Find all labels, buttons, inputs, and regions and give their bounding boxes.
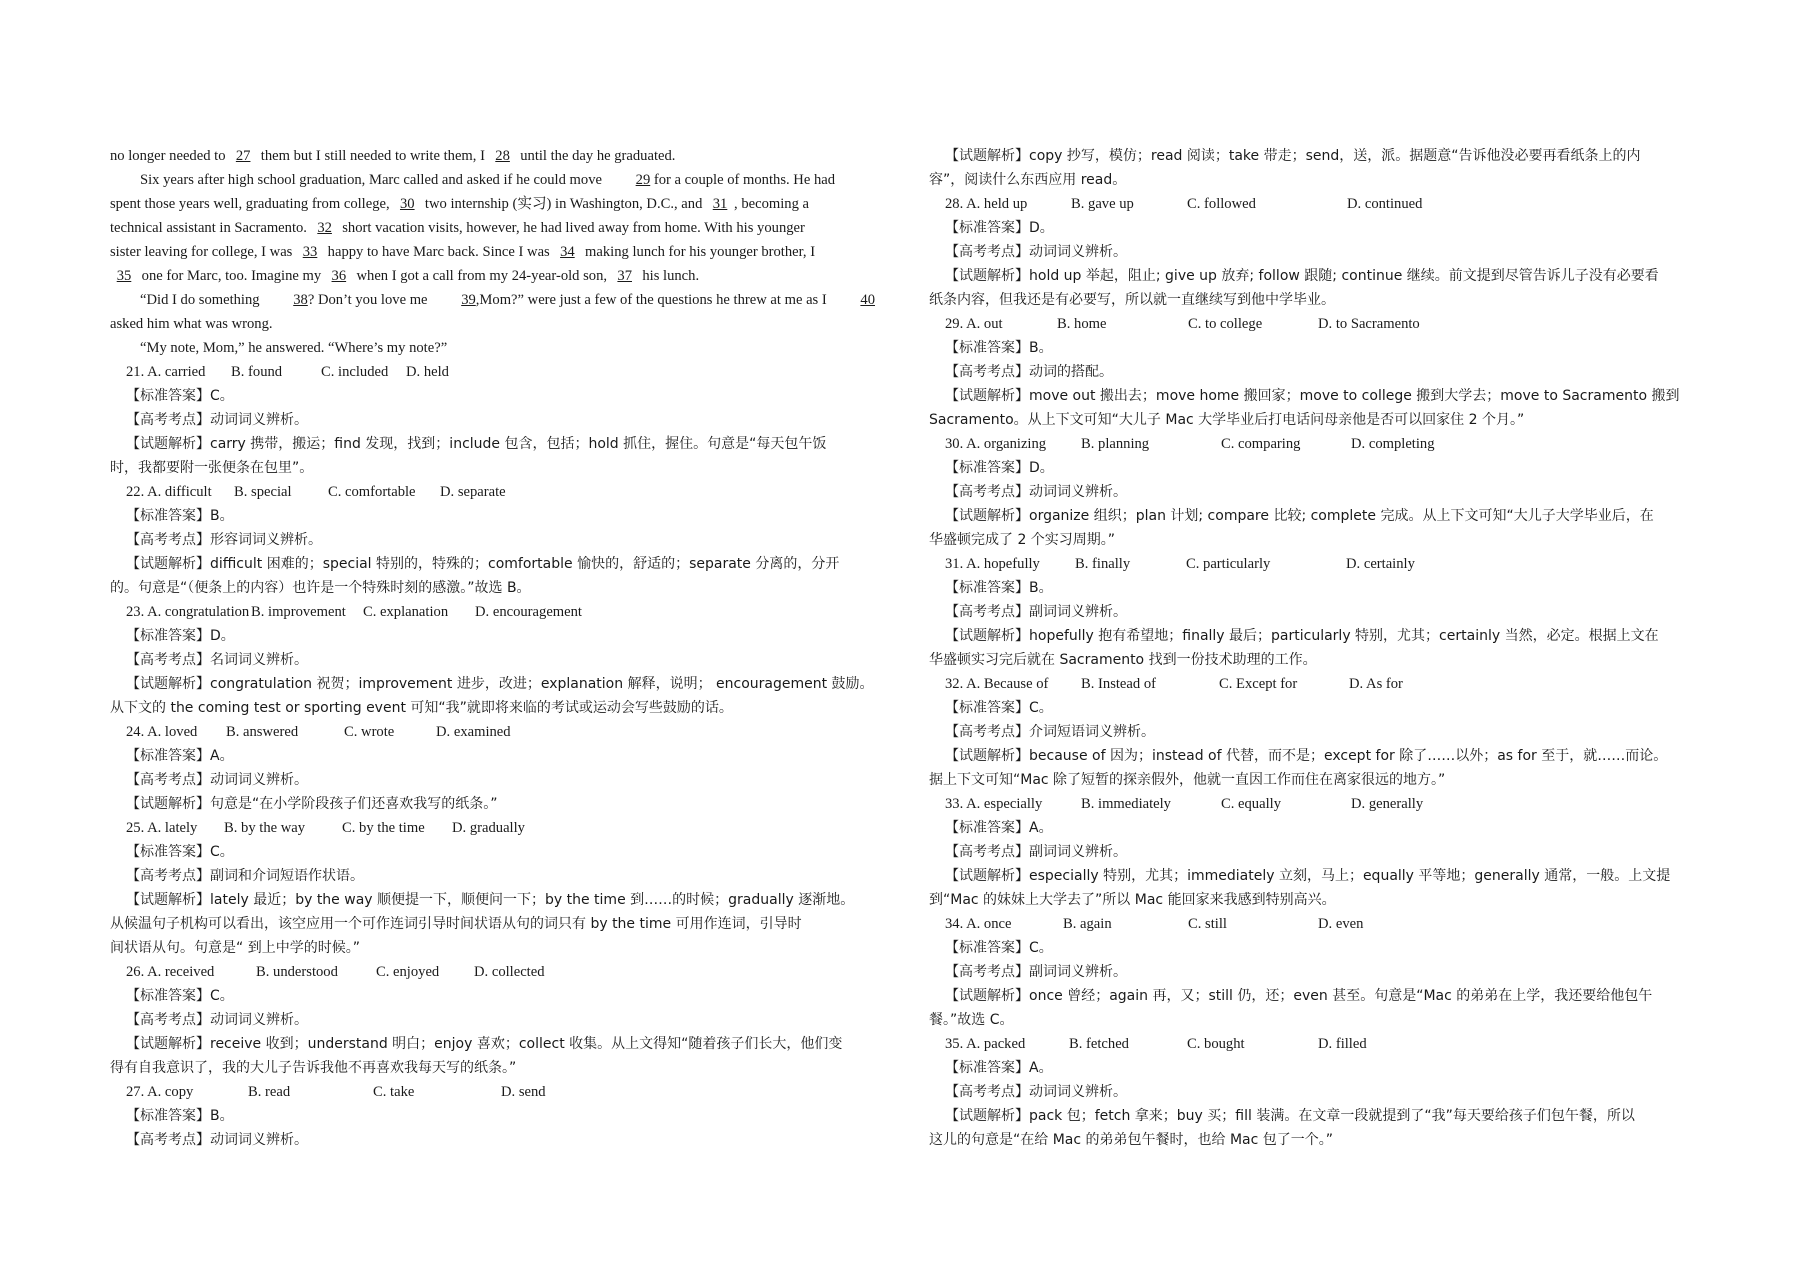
option: D. filled xyxy=(1318,1036,1367,1052)
standard-answer: 【标准答案】C。 xyxy=(126,844,234,860)
question-block xyxy=(929,912,1715,1032)
analysis-line: 【试题解析】pack 包；fetch 拿来；buy 买；fill 装满。在文章一段就提到了“我”每天要给孩子们包午餐，所以 xyxy=(945,1108,1635,1124)
passage-line: no longer needed to 27 them but I still needed to write them, I 28 until the day he graduated. xyxy=(110,144,900,168)
analysis-line: 【试题解析】copy 抄写，模仿；read 阅读；take 带走；send，送，派。据题意“告诉他没必要再看纸条上的内 xyxy=(945,148,1641,164)
options-row xyxy=(929,432,1715,456)
analysis-line: 华盛顿完成了 2 个实习周期。” xyxy=(929,532,1116,548)
option: B. by the way xyxy=(224,820,306,836)
options-row xyxy=(929,192,1715,216)
option: D. examined xyxy=(436,724,511,740)
blank: 30 xyxy=(399,196,415,212)
options-row xyxy=(929,1032,1715,1056)
passage-line: 35 one for Marc, too. Imagine my 36 when I got a call from my 24-year-old son, 37 his lunch. xyxy=(110,264,900,288)
passage-line: Six years after high school graduation, Marc called and asked if he could move 29 for a couple of months. He had xyxy=(110,168,900,192)
blank: 27 xyxy=(235,148,251,164)
analysis-line: 餐。”故选 C。 xyxy=(929,1012,1014,1028)
exam-point: 【高考考点】名词词义辨析。 xyxy=(126,652,308,668)
option: C. comparing xyxy=(1221,436,1301,452)
blank: 37 xyxy=(617,268,632,284)
option: B. planning xyxy=(1081,436,1150,452)
analysis-line: 的。句意是“（便条上的内容）也许是一个特殊时刻的感激。”故选 B。 xyxy=(110,580,531,596)
passage-line: sister leaving for college, I was 33 happy to have Marc back. Since I was 34 making lunch for his younger brother, I xyxy=(110,240,900,264)
exam-point: 【高考考点】动词的搭配。 xyxy=(945,364,1113,380)
options-row xyxy=(110,720,900,744)
option: D. even xyxy=(1318,916,1364,932)
option: C. explanation xyxy=(363,604,449,620)
question-block xyxy=(929,1032,1715,1152)
option: D. send xyxy=(501,1084,546,1100)
standard-answer: 【标准答案】D。 xyxy=(126,628,235,644)
option: B. Instead of xyxy=(1081,676,1156,692)
option: B. improvement xyxy=(251,604,346,620)
exam-point: 【高考考点】副词词义辨析。 xyxy=(945,964,1127,980)
option: 30. A. organizing xyxy=(945,436,1047,452)
option: B. immediately xyxy=(1081,796,1171,812)
analysis-continued xyxy=(929,144,1715,192)
blank: 34 xyxy=(560,244,575,260)
option: C. Except for xyxy=(1219,676,1298,692)
standard-answer: 【标准答案】C。 xyxy=(126,388,234,404)
exam-point: 【高考考点】动词词义辨析。 xyxy=(945,1084,1127,1100)
options-row xyxy=(110,360,900,384)
analysis-line: 从候温句子机构可以看出，该空应用一个可作连词引导时间状语从句的词只有 by the time 可用作连词，引导时 xyxy=(110,916,802,932)
standard-answer: 【标准答案】C。 xyxy=(126,988,234,1004)
right-column xyxy=(929,144,1715,1152)
passage-line: technical assistant in Sacramento. 32 short vacation visits, however, he had lived away from home. With his younger xyxy=(110,216,900,240)
option: 21. A. carried xyxy=(126,364,206,380)
options-row xyxy=(110,600,900,624)
standard-answer: 【标准答案】D。 xyxy=(945,220,1054,236)
analysis-line: 【试题解析】organize 组织；plan 计划; compare 比较; complete 完成。从上下文可知“大儿子大学毕业后，在 xyxy=(945,508,1654,524)
option: D. generally xyxy=(1351,796,1424,812)
question-block xyxy=(110,600,900,720)
analysis-line: 容”，阅读什么东西应用 read。 xyxy=(929,172,1127,188)
option: D. held xyxy=(406,364,449,380)
blank: 39 xyxy=(461,292,476,308)
option: D. to Sacramento xyxy=(1318,316,1420,332)
analysis-line: 【试题解析】because of 因为；instead of 代替，而不是；except for 除了……以外；as for 至于，就……而论。 xyxy=(945,748,1668,764)
blank: 36 xyxy=(331,268,347,284)
option: C. particularly xyxy=(1186,556,1271,572)
question-block xyxy=(929,552,1715,672)
exam-point: 【高考考点】动词词义辨析。 xyxy=(126,1012,308,1028)
passage-line: asked him what was wrong. xyxy=(110,316,273,332)
analysis-line: 得有自我意识了，我的大儿子告诉我他不再喜欢我每天写的纸条。” xyxy=(110,1060,517,1076)
option: B. again xyxy=(1063,916,1112,932)
analysis-line: 华盛顿实习完后就在 Sacramento 找到一份技术助理的工作。 xyxy=(929,652,1317,668)
analysis-line: 从下文的 the coming test or sporting event 可知“我”就即将来临的考试或运动会写些鼓励的话。 xyxy=(110,700,733,716)
standard-answer: 【标准答案】B。 xyxy=(126,508,234,524)
option: C. to college xyxy=(1188,316,1263,332)
analysis-line: Sacramento。从上下文可知“大儿子 Mac 大学毕业后打电话问母亲他是否可以回家住 2 个月。” xyxy=(929,412,1525,428)
options-row xyxy=(929,792,1715,816)
analysis-line: 这儿的句意是“在给 Mac 的弟弟包午餐时，也给 Mac 包了一个。” xyxy=(929,1132,1334,1148)
option: 28. A. held up xyxy=(945,196,1028,212)
question-block xyxy=(929,792,1715,912)
analysis-line: 间状语从句。句意是“ 到上中学的时候。” xyxy=(110,940,360,956)
question-block xyxy=(110,1080,900,1152)
option: C. bought xyxy=(1187,1036,1245,1052)
blank: 35 xyxy=(116,268,132,284)
option: B. read xyxy=(248,1084,291,1100)
standard-answer: 【标准答案】C。 xyxy=(945,700,1053,716)
standard-answer: 【标准答案】B。 xyxy=(945,580,1053,596)
question-block xyxy=(110,360,900,480)
question-block xyxy=(110,720,900,816)
option: D. certainly xyxy=(1346,556,1415,572)
standard-answer: 【标准答案】A。 xyxy=(945,820,1053,836)
right-question-list xyxy=(929,192,1715,1152)
passage-line: spent those years well, graduating from college, 30 two internship (实习) in Washington, D.C., and 31 , becoming a xyxy=(110,192,900,216)
question-block xyxy=(929,312,1715,432)
option: 25. A. lately xyxy=(126,820,198,836)
question-block xyxy=(929,192,1715,312)
question-block xyxy=(110,816,900,960)
option: 33. A. especially xyxy=(945,796,1043,812)
exam-point: 【高考考点】动词词义辨析。 xyxy=(945,244,1127,260)
exam-point: 【高考考点】动词词义辨析。 xyxy=(126,772,308,788)
option: C. enjoyed xyxy=(376,964,440,980)
exam-point: 【高考考点】形容词词义辨析。 xyxy=(126,532,322,548)
option: 31. A. hopefully xyxy=(945,556,1040,572)
left-column xyxy=(110,144,900,1152)
option: B. gave up xyxy=(1071,196,1134,212)
option: B. found xyxy=(231,364,283,380)
blank: 31 xyxy=(712,196,728,212)
analysis-line: 纸条内容，但我还是有必要写，所以就一直继续写到他中学毕业。 xyxy=(929,292,1335,308)
analysis-line: 【试题解析】especially 特别，尤其；immediately 立刻，马上；equally 平等地；generally 通常，一般。上文提 xyxy=(945,868,1671,884)
options-row xyxy=(929,672,1715,696)
question-block xyxy=(110,960,900,1080)
standard-answer: 【标准答案】B。 xyxy=(945,340,1053,356)
standard-answer: 【标准答案】C。 xyxy=(945,940,1053,956)
option: D. collected xyxy=(474,964,545,980)
option: C. followed xyxy=(1187,196,1256,212)
option: B. finally xyxy=(1075,556,1131,572)
exam-point: 【高考考点】动词词义辨析。 xyxy=(126,412,308,428)
option: B. home xyxy=(1057,316,1107,332)
blank: 28 xyxy=(495,148,510,164)
blank: 32 xyxy=(317,220,332,236)
analysis-line: 【试题解析】once 曾经；again 再，又；still 仍，还；even 甚至。句意是“Mac 的弟弟在上学，我还要给他包午 xyxy=(945,988,1653,1004)
standard-answer: 【标准答案】A。 xyxy=(945,1060,1053,1076)
options-row xyxy=(110,1080,900,1104)
option: C. wrote xyxy=(344,724,395,740)
option: 24. A. loved xyxy=(126,724,198,740)
blank: 38 xyxy=(293,292,308,308)
analysis-line: 【试题解析】congratulation 祝贺；improvement 进步，改进；explanation 解释，说明； encouragement 鼓励。 xyxy=(126,676,874,692)
analysis-line: 【试题解析】difficult 困难的；special 特别的，特殊的；comfortable 愉快的，舒适的；separate 分离的，分开 xyxy=(126,556,840,572)
option: C. included xyxy=(321,364,389,380)
option: D. completing xyxy=(1351,436,1435,452)
blank: 29 xyxy=(635,172,651,188)
standard-answer: 【标准答案】D。 xyxy=(945,460,1054,476)
analysis-line: 据上下文可知“Mac 除了短暂的探亲假外，他就一直因工作而住在离家很远的地方。” xyxy=(929,772,1446,788)
analysis-line: 【试题解析】carry 携带，搬运；find 发现，找到；include 包含，包括；hold 抓住，握住。句意是“每天包午饭 xyxy=(126,436,827,452)
exam-point: 【高考考点】副词和介词短语作状语。 xyxy=(126,868,364,884)
option: B. fetched xyxy=(1069,1036,1129,1052)
standard-answer: 【标准答案】B。 xyxy=(126,1108,234,1124)
option: C. take xyxy=(373,1084,415,1100)
analysis-line: 【试题解析】句意是“在小学阶段孩子们还喜欢我写的纸条。” xyxy=(126,796,498,812)
option: C. still xyxy=(1188,916,1227,932)
options-row xyxy=(929,552,1715,576)
option: 26. A. received xyxy=(126,964,215,980)
analysis-line: 【试题解析】hold up 举起，阻止; give up 放弃; follow 跟随; continue 继续。前文提到尽管告诉儿子没有必要看 xyxy=(945,268,1659,284)
option: 23. A. congratulation xyxy=(126,604,250,620)
option: C. by the time xyxy=(342,820,425,836)
exam-point: 【高考考点】动词词义辨析。 xyxy=(945,484,1127,500)
analysis-line: 【试题解析】hopefully 抱有希望地；finally 最后；particularly 特别，尤其；certainly 当然，必定。根据上文在 xyxy=(945,628,1659,644)
exam-point: 【高考考点】副词词义辨析。 xyxy=(945,604,1127,620)
option: 34. A. once xyxy=(945,916,1012,932)
option: 32. A. Because of xyxy=(945,676,1049,692)
blank: 33 xyxy=(302,244,318,260)
exam-point: 【高考考点】介词短语词义辨析。 xyxy=(945,724,1155,740)
options-row xyxy=(929,312,1715,336)
option: C. equally xyxy=(1221,796,1281,812)
exam-point: 【高考考点】副词词义辨析。 xyxy=(945,844,1127,860)
analysis-line: 时，我都要附一张便条在包里”。 xyxy=(110,460,314,476)
option: 35. A. packed xyxy=(945,1036,1026,1052)
option: 27. A. copy xyxy=(126,1084,194,1100)
standard-answer: 【标准答案】A。 xyxy=(126,748,234,764)
option: 29. A. out xyxy=(945,316,1003,332)
option: D. encouragement xyxy=(475,604,582,620)
option: C. comfortable xyxy=(328,484,416,500)
options-row xyxy=(110,960,900,984)
options-row xyxy=(110,816,900,840)
options-row xyxy=(929,912,1715,936)
option: D. continued xyxy=(1347,196,1423,212)
option: D. separate xyxy=(440,484,506,500)
exam-point: 【高考考点】动词词义辨析。 xyxy=(126,1132,308,1148)
option: B. understood xyxy=(256,964,338,980)
left-question-list xyxy=(110,360,900,1152)
question-block xyxy=(110,480,900,600)
option: D. As for xyxy=(1349,676,1403,692)
options-row xyxy=(110,480,900,504)
question-block xyxy=(929,432,1715,552)
analysis-line: 【试题解析】move out 搬出去；move home 搬回家；move to college 搬到大学去；move to Sacramento 搬到 xyxy=(945,388,1680,404)
analysis-line: 到“Mac 的妹妹上大学去了”所以 Mac 能回家来我感到特别高兴。 xyxy=(929,892,1336,908)
option: B. special xyxy=(234,484,292,500)
option: D. gradually xyxy=(452,820,525,836)
analysis-line: 【试题解析】receive 收到；understand 明白；enjoy 喜欢；collect 收集。从上文得知“随着孩子们长大，他们变 xyxy=(126,1036,843,1052)
option: B. answered xyxy=(226,724,299,740)
passage-line: “Did I do something 38? Don’t you love me 39,Mom?” were just a few of the questions he threw at me as I 40 xyxy=(110,288,900,312)
question-block xyxy=(929,672,1715,792)
option: 22. A. difficult xyxy=(126,484,212,500)
blank: 40 xyxy=(860,292,875,308)
passage-line: “My note, Mom,” he answered. “Where’s my note?” xyxy=(140,340,448,356)
analysis-line: 【试题解析】lately 最近；by the way 顺便提一下，顺便问一下；by the time 到……的时候；gradually 逐渐地。 xyxy=(126,892,855,908)
